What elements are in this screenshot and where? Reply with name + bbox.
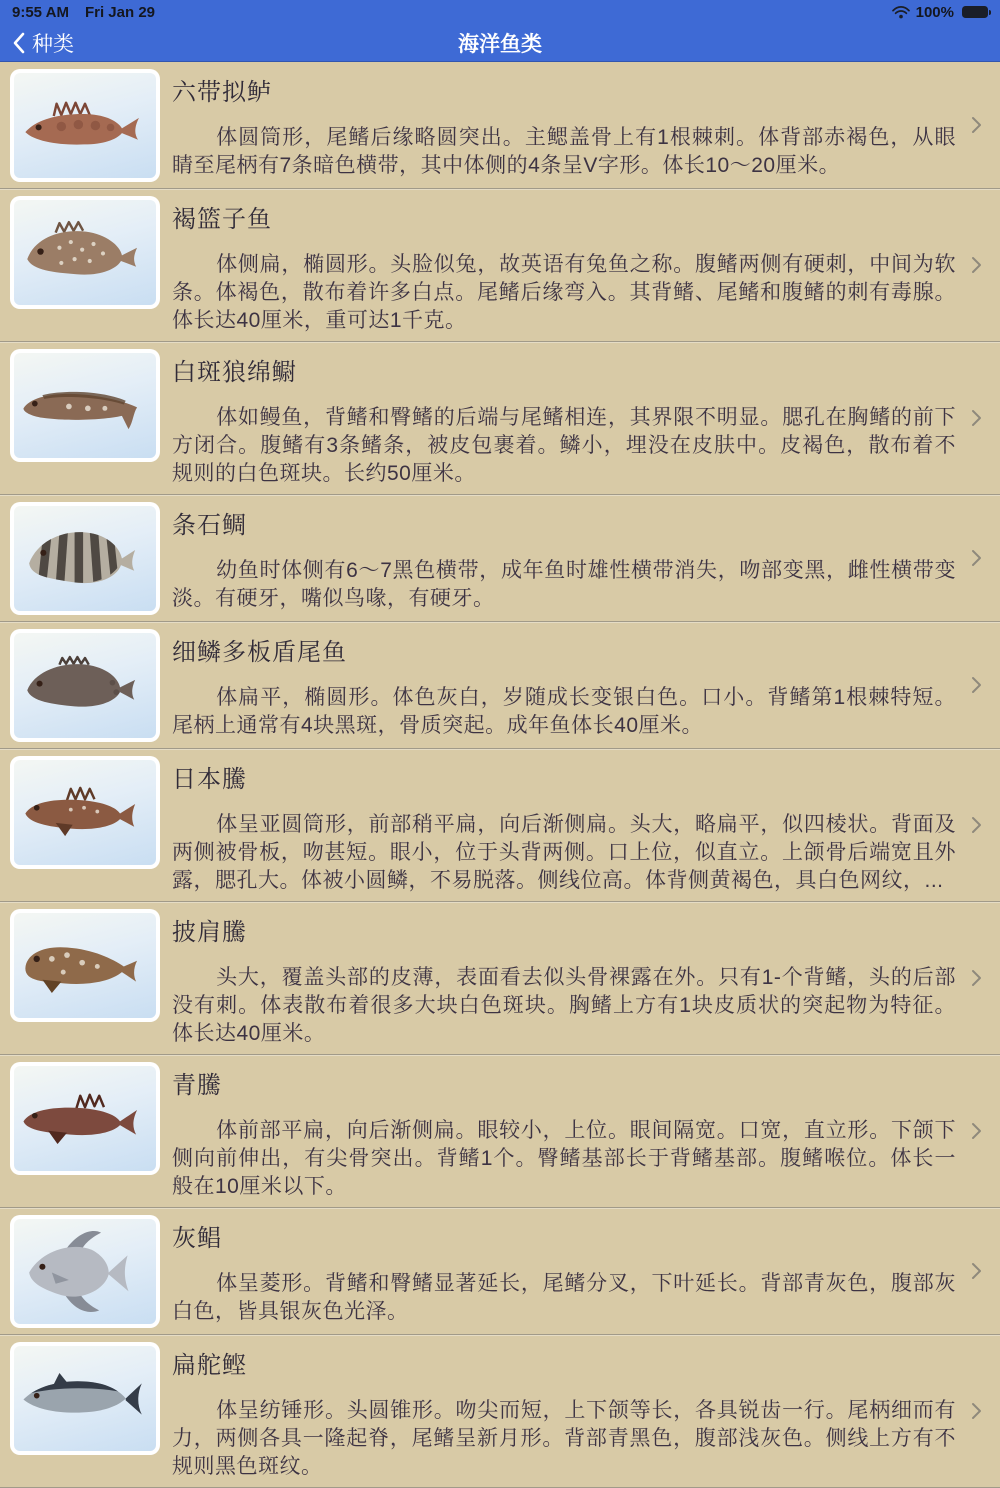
chevron-right-icon xyxy=(971,969,982,987)
fish-name: 白斑狼绵鳚 xyxy=(172,359,297,386)
back-button-label: 种类 xyxy=(32,33,74,56)
fish-description: 体呈纺锤形。头圆锥形。吻尖而短，上下颌等长，各具锐齿一行。尾柄细而有力，两侧各具一隆起脊，尾鳍呈新月形。背部青黑色，腹部浅灰色。侧线上方有不规则黑色斑纹。 xyxy=(172,1399,956,1478)
fish-photo xyxy=(14,633,156,738)
fish-list xyxy=(0,62,1000,1488)
fish-description: 头大，覆盖头部的皮薄，表面看去似头骨裸露在外。只有1-个背鳍，头的后部没有刺。体表散布着很多大块白色斑块。胸鳍上方有1块皮质状的突起物为特征。体长达40厘米。 xyxy=(172,966,956,1045)
fish-photo xyxy=(14,1066,156,1171)
list-item[interactable] xyxy=(0,1335,1000,1488)
battery-percent: 100% xyxy=(915,3,954,21)
chevron-right-icon xyxy=(971,816,982,834)
fish-photo-card xyxy=(10,1342,160,1455)
chevron-right-icon xyxy=(971,116,982,134)
fish-photo xyxy=(14,353,156,458)
list-item[interactable] xyxy=(0,622,1000,749)
status-bar xyxy=(0,0,1000,24)
fish-description: 体如鳗鱼，背鳍和臀鳍的后端与尾鳍相连，其界限不明显。腮孔在胸鳍的前下方闭合。腹鳍有3条鳍条，被皮包裹着。鳞小，埋没在皮肤中。皮褐色，散布着不规则的白色斑块。长约50厘米。 xyxy=(172,406,956,485)
fish-photo-card xyxy=(10,1215,160,1328)
chevron-right-icon xyxy=(971,549,982,567)
list-item[interactable] xyxy=(0,342,1000,495)
fish-photo xyxy=(14,1219,156,1324)
wifi-icon xyxy=(892,6,910,19)
fish-description: 体侧扁，椭圆形。头脸似兔，故英语有兔鱼之称。腹鳍两侧有硬刺，中间为软条。体褐色，散布着许多白点。尾鳍后缘弯入。其背鳍、尾鳍和腹鳍的刺有毒腺。体长达40厘米，重可达1千克。 xyxy=(172,253,956,332)
fish-description: 幼鱼时体侧有6～7黑色横带，成年鱼时雄性横带消失，吻部变黑，雌性横带变淡。有硬牙，嘴似鸟喙，有硬牙。 xyxy=(172,559,956,610)
list-item[interactable] xyxy=(0,189,1000,342)
fish-name: 灰鲳 xyxy=(172,1225,222,1252)
fish-photo xyxy=(14,506,156,611)
fish-photo xyxy=(14,1346,156,1451)
status-time: 9:55 AM xyxy=(12,3,69,21)
chevron-left-icon xyxy=(12,32,25,54)
back-button[interactable] xyxy=(12,28,74,58)
app-header xyxy=(0,0,1000,62)
fish-photo-card xyxy=(10,69,160,182)
page-title: 海洋鱼类 xyxy=(458,33,542,56)
chevron-right-icon xyxy=(971,1402,982,1420)
fish-description: 体扁平，椭圆形。体色灰白，岁随成长变银白色。口小。背鳍第1根棘特短。尾柄上通常有4块黑斑，骨质突起。成年鱼体长40厘米。 xyxy=(172,686,956,737)
fish-name: 青騰 xyxy=(172,1072,222,1099)
list-item[interactable] xyxy=(0,902,1000,1055)
fish-name: 扁舵鲣 xyxy=(172,1352,247,1379)
fish-name: 日本騰 xyxy=(172,766,247,793)
chevron-right-icon xyxy=(971,1122,982,1140)
list-item[interactable] xyxy=(0,1208,1000,1335)
list-item[interactable] xyxy=(0,1055,1000,1208)
chevron-right-icon xyxy=(971,676,982,694)
fish-photo xyxy=(14,760,156,865)
fish-name: 六带拟鲈 xyxy=(172,79,272,106)
fish-photo xyxy=(14,200,156,305)
fish-photo xyxy=(14,73,156,178)
fish-photo-card xyxy=(10,756,160,869)
fish-name: 细鳞多板盾尾鱼 xyxy=(172,639,347,666)
fish-name: 披肩騰 xyxy=(172,919,247,946)
list-item[interactable] xyxy=(0,495,1000,622)
fish-name: 褐篮子鱼 xyxy=(172,206,272,233)
navigation-bar xyxy=(0,24,1000,62)
fish-description: 体前部平扁，向后渐侧扁。眼较小，上位。眼间隔宽。口宽，直立形。下颌下侧向前伸出，有尖骨突出。背鳍1个。臀鳍基部长于背鳍基部。腹鳍喉位。体长一般在10厘米以下。 xyxy=(172,1119,956,1198)
fish-photo-card xyxy=(10,196,160,309)
status-date: Fri Jan 29 xyxy=(84,3,156,21)
chevron-right-icon xyxy=(971,1262,982,1280)
chevron-right-icon xyxy=(971,256,982,274)
chevron-right-icon xyxy=(971,409,982,427)
fish-description: 体呈菱形。背鳍和臀鳍显著延长，尾鳍分叉，下叶延长。背部青灰色，腹部灰白色，皆具银灰色光泽。 xyxy=(172,1272,956,1323)
fish-description: 体圆筒形，尾鳍后缘略圆突出。主鳃盖骨上有1根棘刺。体背部赤褐色，从眼睛至尾柄有7条暗色横带，其中体侧的4条呈V字形。体长10～20厘米。 xyxy=(172,126,956,177)
list-item[interactable] xyxy=(0,62,1000,189)
fish-photo xyxy=(14,913,156,1018)
fish-name: 条石鲷 xyxy=(172,512,247,539)
fish-photo-card xyxy=(10,629,160,742)
fish-photo-card xyxy=(10,909,160,1022)
list-item[interactable] xyxy=(0,749,1000,902)
fish-photo-card xyxy=(10,502,160,615)
fish-description: 体呈亚圆筒形，前部稍平扁，向后渐侧扁。头大，略扁平，似四棱状。背面及两侧被骨板，吻甚短。眼小，位于头背两侧。口上位，似直立。上颌骨后端宽且外露，腮孔大。体被小圆鳞，不易脱落。侧线位高。体背侧黄褐色，具白色网纹，... xyxy=(172,813,956,892)
fish-photo-card xyxy=(10,349,160,462)
fish-photo-card xyxy=(10,1062,160,1175)
battery-icon xyxy=(962,6,988,18)
